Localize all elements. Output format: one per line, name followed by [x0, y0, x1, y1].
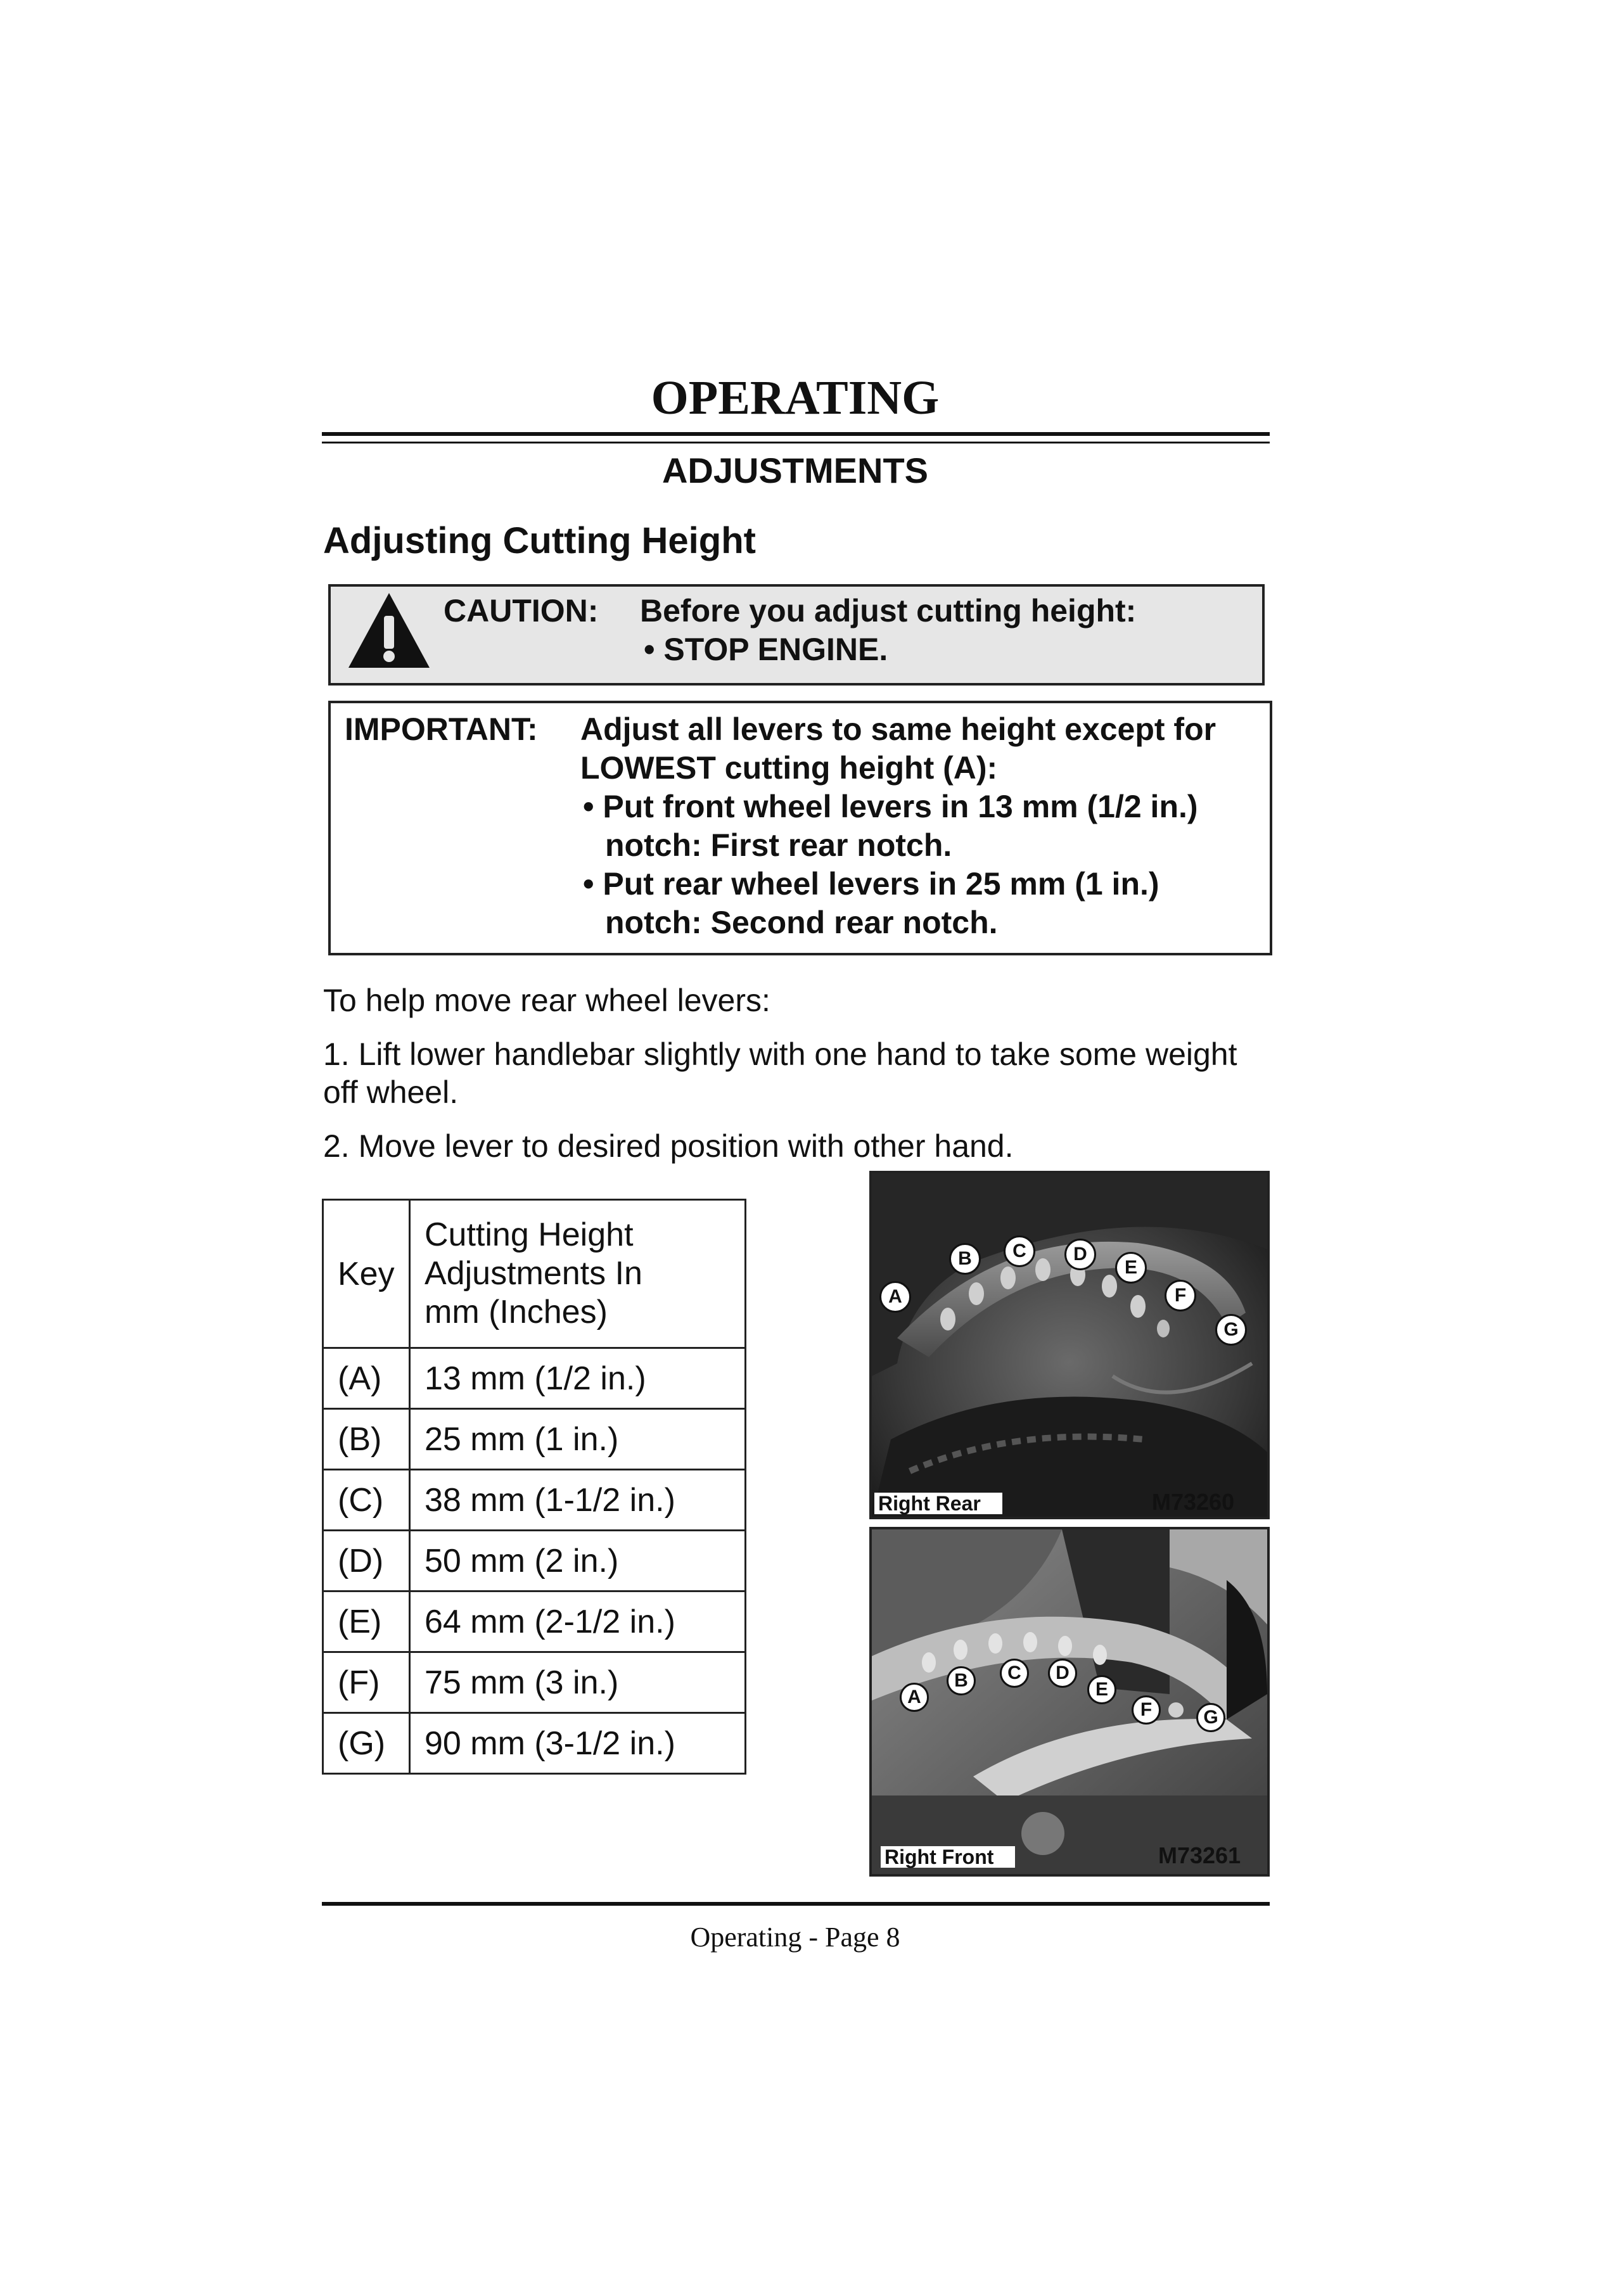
- row-value: 75 mm (3 in.): [410, 1652, 746, 1713]
- important-line-2: LOWEST cutting height (A):: [580, 750, 998, 786]
- table-row: [323, 1591, 746, 1652]
- header-value-line: mm (Inches): [425, 1294, 608, 1330]
- important-line-6: notch: Second rear notch.: [605, 905, 998, 940]
- rear-notch-label-f: F: [1165, 1280, 1196, 1311]
- front-notch-label-c: C: [1000, 1659, 1029, 1688]
- header-value-line: Cutting Height: [425, 1216, 634, 1253]
- rear-notch-label-e: E: [1115, 1252, 1147, 1284]
- page-footer: Operating - Page 8: [690, 1922, 900, 1953]
- front-notch-label-e: E: [1087, 1675, 1116, 1704]
- caution-line-1: Before you adjust cutting height:: [640, 593, 1137, 628]
- row-value: 50 mm (2 in.): [410, 1531, 746, 1591]
- important-label: IMPORTANT:: [345, 711, 538, 747]
- page-heading: Adjusting Cutting Height: [323, 520, 756, 561]
- rear-notch-label-b: B: [949, 1243, 981, 1275]
- warning-triangle-icon: [345, 589, 433, 675]
- row-key: (A): [323, 1348, 410, 1409]
- table-row: [323, 1348, 746, 1409]
- step-1-line-1: 1. Lift lower handlebar slightly with one hand to take some weight: [323, 1036, 1237, 1072]
- row-value: 64 mm (2-1/2 in.): [410, 1591, 746, 1652]
- step-1-line-2: off wheel.: [323, 1075, 459, 1110]
- table-row: [323, 1470, 746, 1531]
- header-value: [410, 1200, 746, 1348]
- rear-notch-label-g: G: [1215, 1314, 1247, 1346]
- important-line-5: • Put rear wheel levers in 25 mm (1 in.): [583, 866, 1159, 902]
- row-value: 38 mm (1-1/2 in.): [410, 1470, 746, 1531]
- important-line-4: notch: First rear notch.: [605, 827, 952, 863]
- important-line-3: • Put front wheel levers in 13 mm (1/2 in.): [583, 789, 1198, 824]
- important-line-1: Adjust all levers to same height except for: [580, 711, 1216, 747]
- row-key: (C): [323, 1470, 410, 1531]
- front-notch-label-d: D: [1048, 1659, 1077, 1688]
- front-photo-code: M73261: [1158, 1842, 1241, 1868]
- rear-photo-code: M73260: [1152, 1489, 1235, 1515]
- row-value: 25 mm (1 in.): [410, 1409, 746, 1470]
- rear-notch-label-a: A: [879, 1281, 911, 1313]
- front-notch-label-a: A: [900, 1683, 929, 1712]
- table-row: [323, 1652, 746, 1713]
- table-row: [323, 1409, 746, 1470]
- title-rule-thin: [322, 442, 1270, 443]
- title-rule-thick: [322, 432, 1270, 436]
- row-key: (F): [323, 1652, 410, 1713]
- row-key: (B): [323, 1409, 410, 1470]
- front-photo-caption: Right Front: [881, 1846, 1015, 1868]
- table-row: [323, 1531, 746, 1591]
- rear-notch-labels: [872, 1277, 1267, 1391]
- section-title: OPERATING: [651, 371, 940, 424]
- front-notch-label-g: G: [1196, 1703, 1225, 1732]
- caution-line-2: • STOP ENGINE.: [644, 632, 888, 667]
- caution-label: CAUTION:: [444, 593, 599, 628]
- row-value: 13 mm (1/2 in.): [410, 1348, 746, 1409]
- table-header-row: [323, 1200, 746, 1348]
- rear-photo-caption: Right Rear: [874, 1493, 1002, 1514]
- header-key: Key: [323, 1200, 410, 1348]
- row-value: 90 mm (3-1/2 in.): [410, 1713, 746, 1774]
- table-row: [323, 1713, 746, 1774]
- photo-right-front: [869, 1527, 1270, 1877]
- header-value-line: Adjustments In: [425, 1255, 642, 1292]
- rear-notch-label-d: D: [1064, 1239, 1096, 1270]
- front-notch-label-b: B: [947, 1666, 976, 1695]
- cutting-height-table: [322, 1199, 746, 1775]
- row-key: (G): [323, 1713, 410, 1774]
- intro-text: To help move rear wheel levers:: [323, 983, 770, 1018]
- step-2: 2. Move lever to desired position with other hand.: [323, 1128, 1014, 1164]
- row-key: (E): [323, 1591, 410, 1652]
- row-key: (D): [323, 1531, 410, 1591]
- footer-rule: [322, 1902, 1270, 1906]
- subsection-title: ADJUSTMENTS: [661, 450, 929, 490]
- rear-notch-label-c: C: [1004, 1235, 1035, 1267]
- front-notch-label-f: F: [1132, 1695, 1161, 1725]
